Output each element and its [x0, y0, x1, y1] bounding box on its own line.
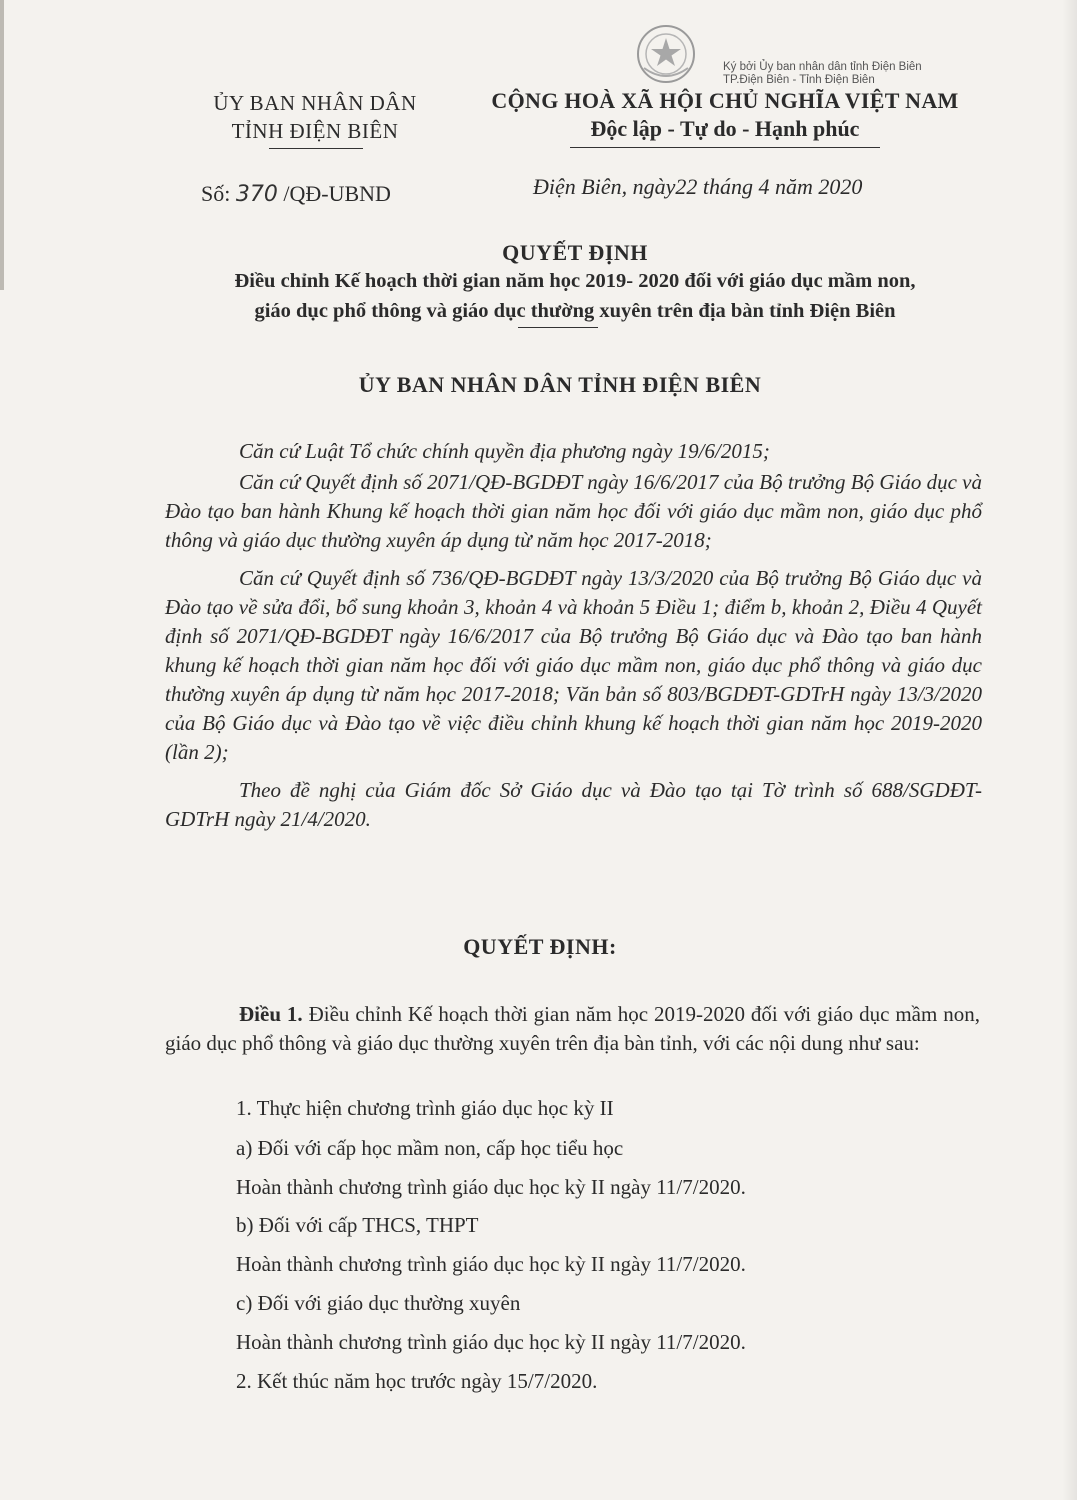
preamble	[165, 437, 982, 834]
state-emblem-icon	[634, 22, 698, 86]
decision-heading: QUYẾT ĐỊNH:	[463, 934, 617, 959]
item-line: a) Đối với cấp học mầm non, cấp học tiểu học	[236, 1136, 624, 1160]
item-line: 2. Kết thúc năm học trước ngày 15/7/2020.	[236, 1369, 598, 1393]
document-subtitle	[140, 266, 1010, 326]
digital-signature	[723, 61, 922, 87]
document-date: Điện Biên, ngày22 tháng 4 năm 2020	[533, 174, 863, 199]
document-title: QUYẾT ĐỊNH	[502, 240, 648, 265]
national-motto: Độc lập - Tự do - Hạnh phúc	[590, 116, 860, 141]
authority-heading: ỦY BAN NHÂN DÂN TỈNH ĐIỆN BIÊN	[358, 372, 762, 397]
preamble-paragraph: Căn cứ Quyết định số 2071/QĐ-BGDĐT ngày 16/6/2017 của Bộ trưởng Bộ Giáo dục và Đào tạo ban hành Khung kế hoạch thời gian năm học đối với giáo dục mầm non, giáo dục phổ thông và giáo dục thường xuyên áp dụng từ năm học 2017-2018;	[165, 470, 982, 552]
national-title: CỘNG HOÀ XÃ HỘI CHỦ NGHĨA VIỆT NAM	[491, 88, 959, 113]
issuing-organization	[180, 89, 450, 145]
item-line: Hoàn thành chương trình giáo dục học kỳ II ngày 11/7/2020.	[236, 1330, 746, 1354]
org-underline	[269, 148, 363, 149]
subtitle-line-2: giáo dục phổ thông và giáo dục thường xuyên trên địa bàn tỉnh Điện Biên	[254, 300, 896, 322]
item-line: Hoàn thành chương trình giáo dục học kỳ II ngày 11/7/2020.	[236, 1175, 746, 1199]
subtitle-underline	[518, 327, 598, 328]
preamble-paragraph: Căn cứ Quyết định số 736/QĐ-BGDĐT ngày 13/3/2020 của Bộ trưởng Bộ Giáo dục và Đào tạo về sửa đổi, bổ sung khoản 3, khoản 4 và khoản 5 Điều 1; điểm b, khoản 2, Điều 4 Quyết định số 2071/QĐ-BGDĐT ngày 16/6/2017 của Bộ trưởng Bộ Giáo dục và Đào tạo ban hành khung kế hoạch thời gian năm học đối với giáo dục mầm non, giáo dục phổ thông và giáo dục thường xuyên áp dụng từ năm học 2017-2018; Văn bản số 803/BGDĐT-GDTrH ngày 13/3/2020 của Bộ Giáo dục và Đào tạo về việc điều chỉnh khung kế hoạch thời gian năm học 2019-2020 (lần 2);	[165, 566, 982, 764]
scan-edge	[0, 0, 4, 290]
article-1-label: Điều 1.	[239, 1002, 303, 1026]
item-line: Hoàn thành chương trình giáo dục học kỳ II ngày 11/7/2020.	[236, 1252, 746, 1276]
item-line: c) Đối với giáo dục thường xuyên	[236, 1291, 521, 1315]
handwritten-number: 370	[235, 182, 278, 207]
preamble-paragraph: Căn cứ Luật Tổ chức chính quyền địa phương ngày 19/6/2015;	[239, 439, 770, 463]
item-line: b) Đối với cấp THCS, THPT	[236, 1213, 479, 1237]
scan-shadow	[1062, 0, 1077, 1500]
signature-line-1: Ký bởi Ủy ban nhân dân tỉnh Điện Biên	[723, 61, 922, 73]
article-1	[165, 1000, 980, 1058]
preamble-paragraph: Theo đề nghị của Giám đốc Sở Giáo dục và Đào tạo tại Tờ trình số 688/SGDĐT-GDTrH ngày 21/4/2020.	[165, 778, 982, 831]
subtitle-line-1: Điều chỉnh Kế hoạch thời gian năm học 2019- 2020 đối với giáo dục mầm non,	[234, 270, 916, 292]
org-line-2: TỈNH ĐIỆN BIÊN	[231, 119, 399, 143]
document-number: Số: 370 /QĐ-UBND	[201, 181, 391, 207]
motto-underline	[570, 147, 880, 148]
org-line-1: ỦY BAN NHÂN DÂN	[213, 91, 417, 115]
signature-line-2: TP.Điện Biên - Tỉnh Điện Biên	[723, 74, 875, 86]
item-line: 1. Thực hiện chương trình giáo dục học kỳ II	[236, 1096, 614, 1120]
article-1-text: Điều chỉnh Kế hoạch thời gian năm học 2019-2020 đối với giáo dục mầm non, giáo dục phổ thông và giáo dục thường xuyên trên địa bàn tỉnh, với các nội dung như sau:	[165, 1002, 980, 1055]
